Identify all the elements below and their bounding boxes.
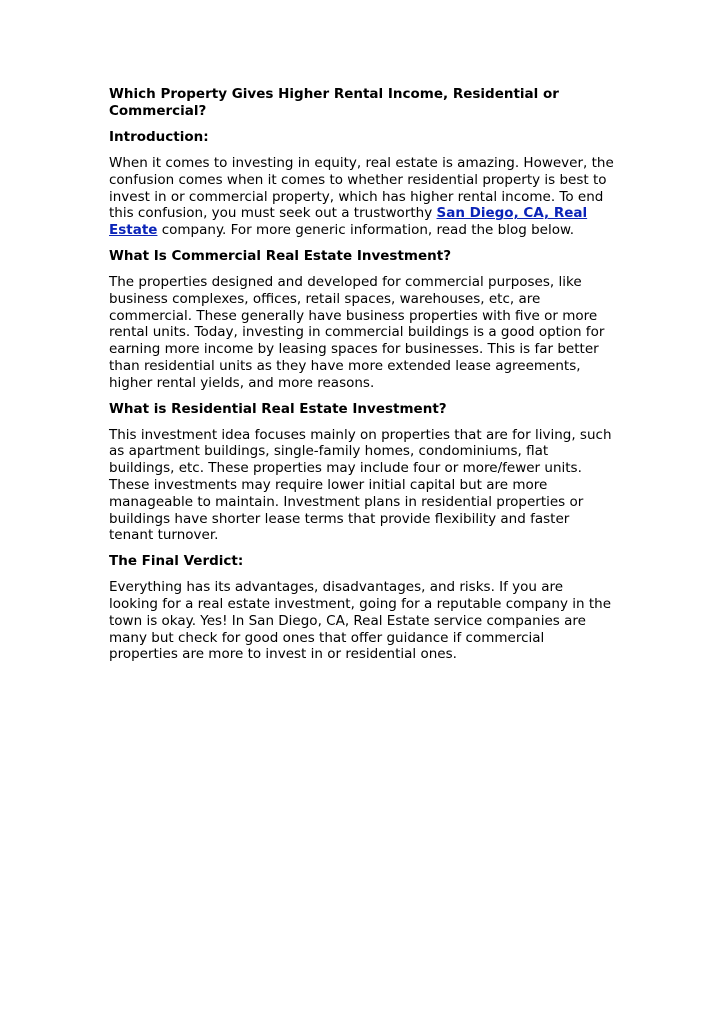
document-page <box>109 86 614 672</box>
residential-paragraph: This investment idea focuses mainly on properties that are for living, such as apartment buildings, single-family homes, condominiums, flat buildings, etc. These properties may include four or more/fewer units. These investments may require lower initial capital but are more manageable to maintain. Investment plans in residential properties or buildings have shorter lease terms that provide flexibility and faster tenant turnover. <box>109 426 612 544</box>
intro-heading: Introduction: <box>109 129 209 145</box>
intro-text-before-link: When it comes to investing in equity, real estate is amazing. However, the confusion comes when it comes to whether residential property is best to invest in or commercial property, which has higher rental income. To end this confusion, you must seek out a trustworthy <box>109 155 614 222</box>
intro-paragraph <box>109 155 614 239</box>
san-diego-real-estate-link[interactable]: San Diego, CA, Real Estate <box>109 205 588 239</box>
intro-text-after-link: company. For more generic information, read the blog below. <box>157 222 575 239</box>
document-title: Which Property Gives Higher Rental Income, Residential or Commercial? <box>109 86 559 119</box>
residential-heading: What is Residential Real Estate Investment? <box>109 400 447 417</box>
verdict-paragraph: Everything has its advantages, disadvantages, and risks. If you are looking for a real estate investment, going for a reputable company in the town is okay. Yes! In San Diego, CA, Real Estate service companies are many but check for good ones that offer guidance if commercial properties are more to invest in or residential ones. <box>109 579 612 663</box>
commercial-paragraph: The properties designed and developed for commercial purposes, like business complexes, offices, retail spaces, warehouses, etc, are commercial. These generally have business properties with five or more rental units. Today, investing in commercial buildings is a good option for earning more income by leasing spaces for businesses. This is far better than residential units as they have more extended lease agreements, higher rental yields, and more reasons. <box>109 273 605 391</box>
verdict-heading: The Final Verdict: <box>109 553 244 570</box>
commercial-heading: What Is Commercial Real Estate Investment? <box>109 247 452 264</box>
